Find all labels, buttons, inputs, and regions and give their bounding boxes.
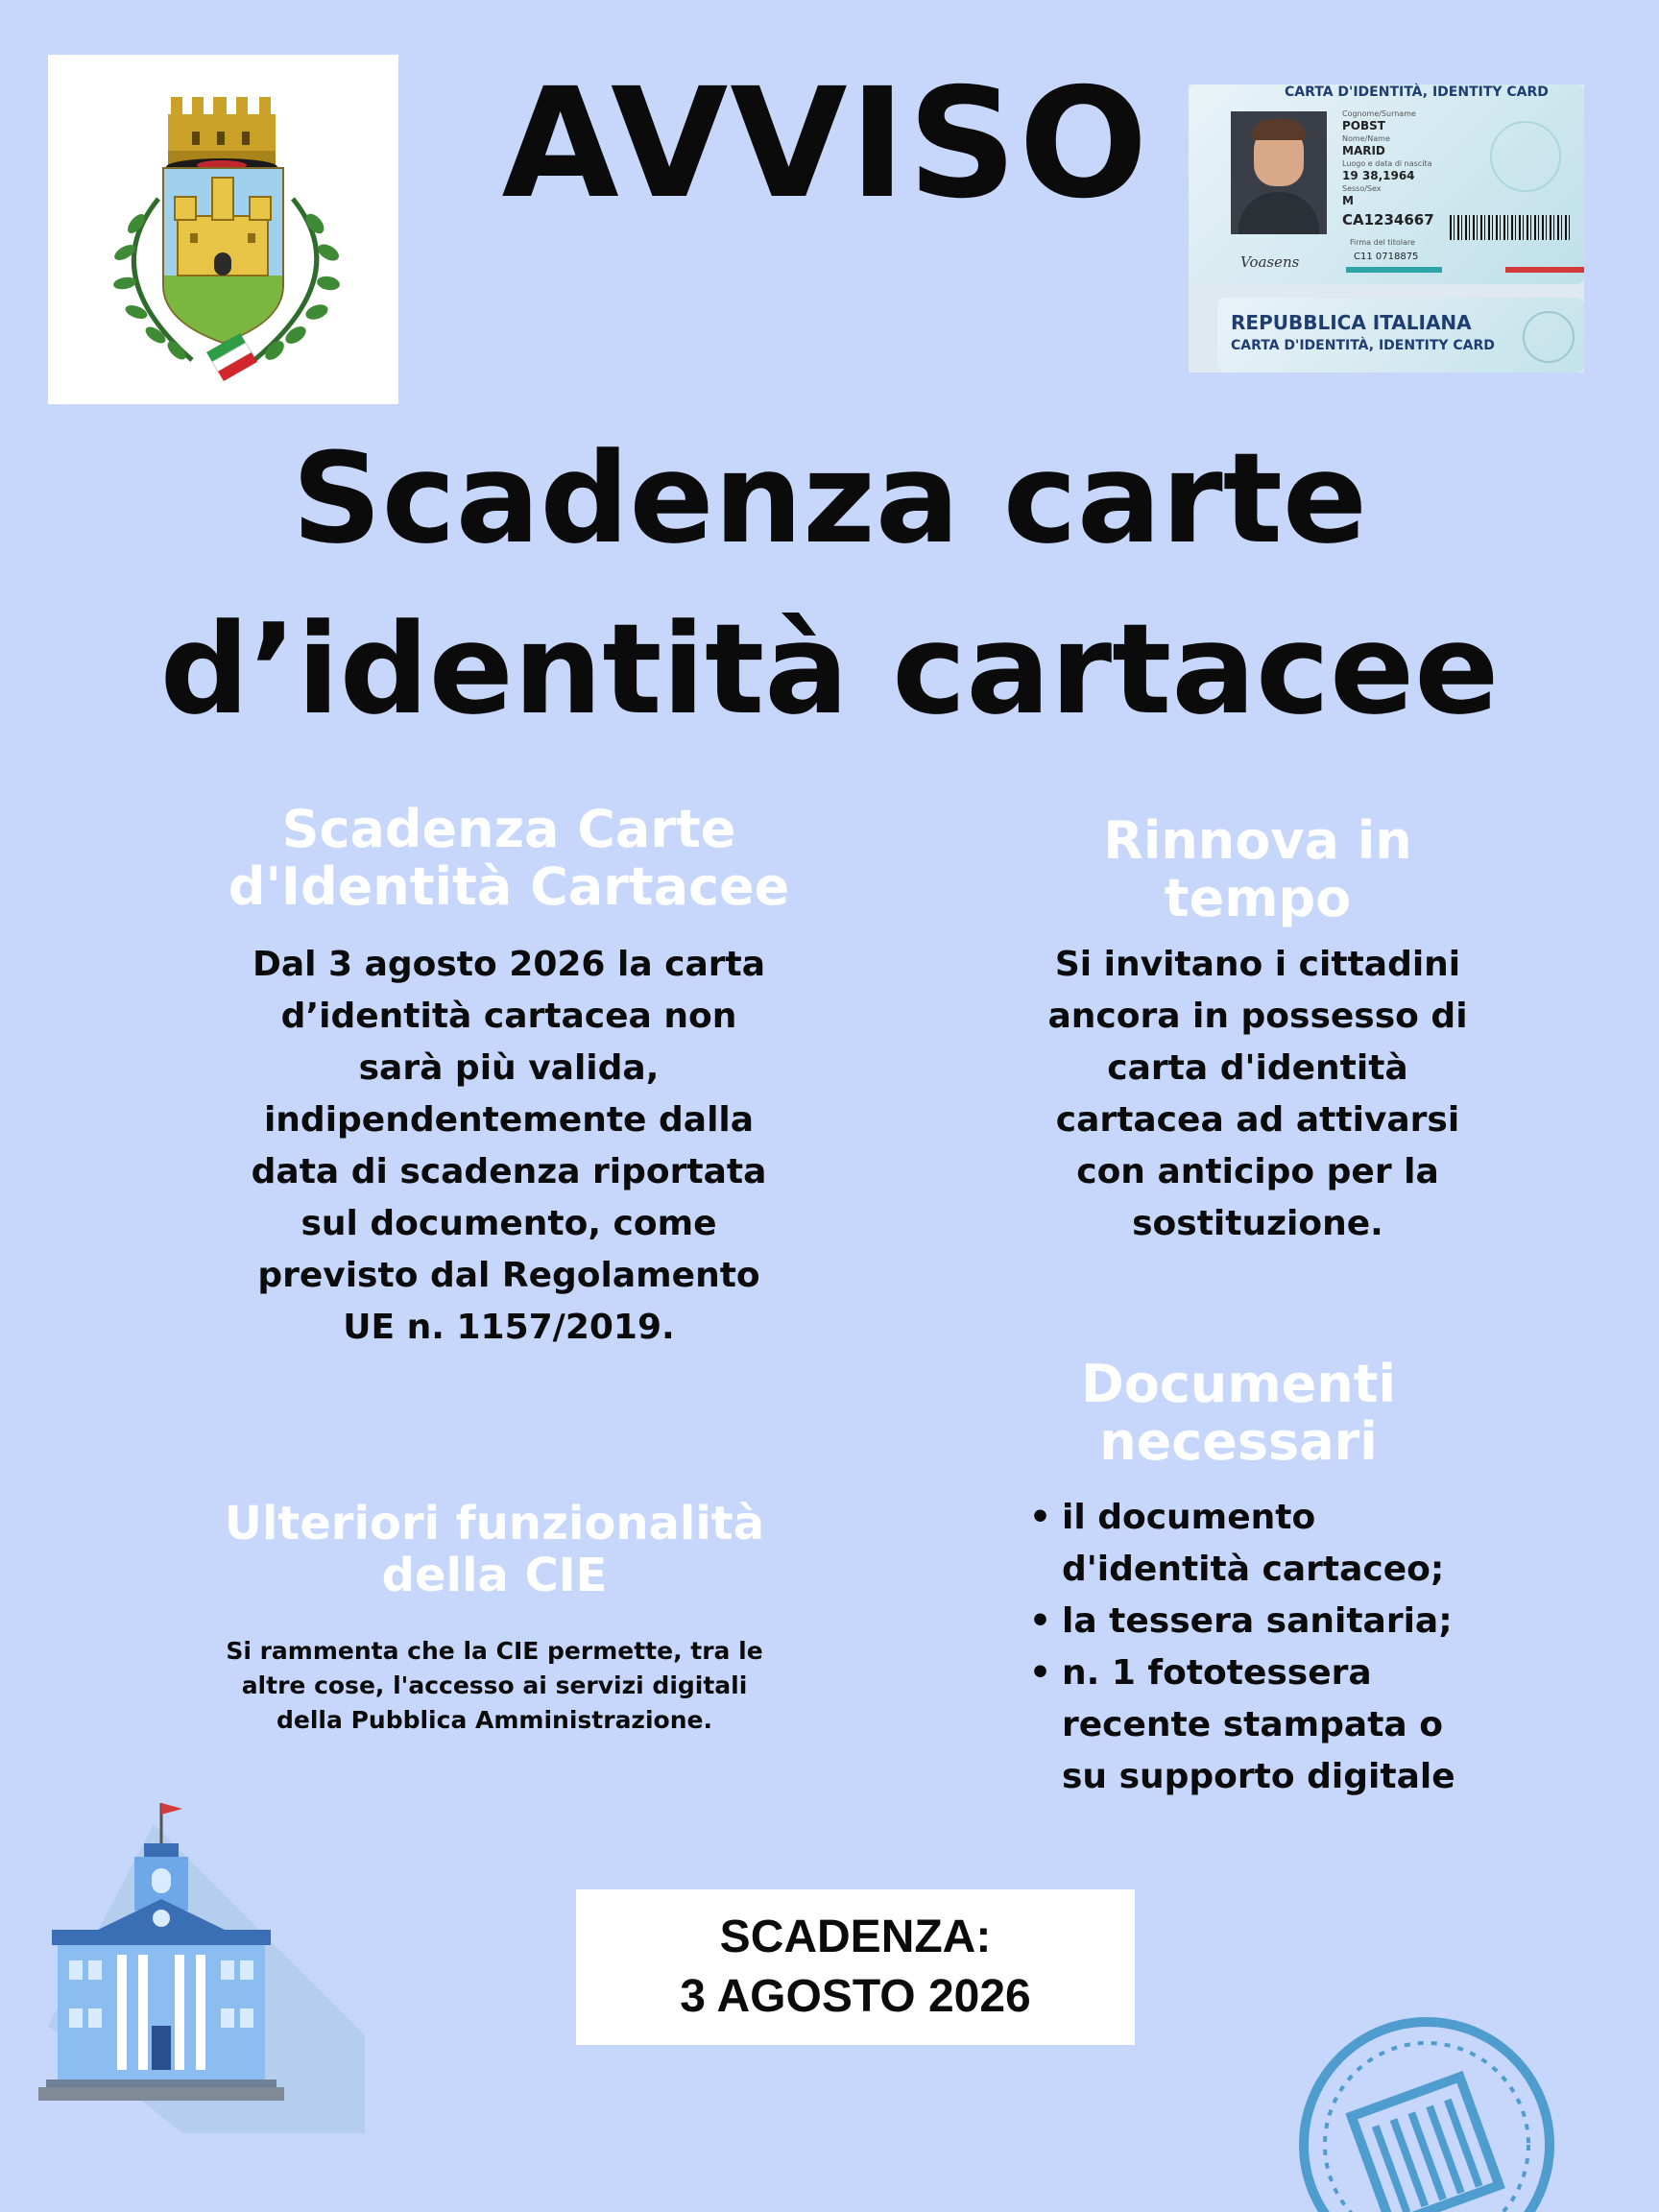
section-documenti-title [989, 1356, 1488, 1471]
section-documenti-title-line-2: necessari [1099, 1411, 1378, 1472]
id-card-signature: Voasens [1240, 253, 1300, 271]
emblem-icon [1523, 311, 1575, 363]
town-hall-icon [38, 1795, 374, 2141]
id-card-sex: M [1342, 194, 1354, 207]
section-rinnova-body [989, 939, 1527, 1250]
section-ulteriori-title [182, 1498, 806, 1601]
notice-heading: AVVISO [501, 56, 1150, 232]
body-line: previsto dal Regolamento [257, 1256, 760, 1295]
main-title [58, 413, 1601, 755]
body-line: d’identità cartacea non [280, 997, 737, 1036]
id-card-back [1217, 298, 1584, 373]
body-line: Si rammenta che la CIE permette, tra le [226, 1637, 763, 1665]
identity-card-image [1189, 84, 1584, 373]
section-ulteriori-title-line-2: della CIE [381, 1549, 608, 1602]
section-scadenza [182, 801, 835, 1354]
id-card-birth: 19 38,1964 [1342, 169, 1415, 182]
coat-of-arms-icon [48, 55, 398, 404]
body-line: ancora in possesso di [1047, 997, 1468, 1036]
id-card-stripe-red [1505, 267, 1584, 273]
id-card-code: C11 0718875 [1354, 252, 1419, 262]
section-rinnova-title-line-2: tempo [1164, 868, 1352, 928]
id-card-front [1189, 84, 1584, 284]
section-rinnova [989, 812, 1527, 1250]
deadline-date: 3 AGOSTO 2026 [680, 1971, 1031, 2022]
body-line: sostituzione. [1132, 1204, 1383, 1243]
id-card-name: MARID [1342, 144, 1385, 157]
list-item: • n. 1 fototessera recente stampata o su supporto digitale [1062, 1647, 1567, 1803]
list-item: • il documento d'identità cartaceo; [1062, 1492, 1567, 1596]
hologram-icon [1490, 121, 1561, 192]
body-line: data di scadenza riportata [251, 1152, 767, 1191]
municipal-coat-of-arms-logo [48, 55, 398, 404]
id-card-photo [1231, 111, 1327, 234]
id-card-signature-label: Firma del titolare [1350, 238, 1415, 247]
body-line: cartacea ad attivarsi [1055, 1100, 1460, 1140]
id-card-surname: POBST [1342, 119, 1385, 132]
body-line: UE n. 1157/2019. [343, 1308, 675, 1347]
body-line: altre cose, l'accesso ai servizi digitali [241, 1671, 748, 1699]
id-card-name-label: Nome/Name [1342, 134, 1390, 143]
body-line: sul documento, come [301, 1204, 717, 1243]
id-card-back-subtitle: CARTA D'IDENTITÀ, IDENTITY CARD [1231, 338, 1495, 353]
section-documenti-title-line-1: Documenti [1080, 1354, 1397, 1414]
id-card-number: CA1234667 [1342, 211, 1434, 228]
body-line: sarà più valida, [358, 1048, 660, 1088]
list-item: • la tessera sanitaria; [1062, 1596, 1567, 1647]
section-ulteriori [182, 1498, 806, 1738]
main-title-line-2: d’identità cartacee [159, 596, 1500, 742]
section-rinnova-title-line-1: Rinnova in [1103, 810, 1412, 871]
barcode-icon [1450, 215, 1571, 240]
body-line: Dal 3 agosto 2026 la carta [252, 945, 766, 984]
section-scadenza-body [182, 939, 835, 1354]
section-scadenza-title-line-1: Scadenza Carte [281, 799, 736, 859]
section-scadenza-title [182, 801, 835, 916]
documents-list [1029, 1492, 1567, 1803]
body-line: con anticipo per la [1076, 1152, 1439, 1191]
id-card-stripe [1346, 267, 1442, 273]
deadline-label: SCADENZA: [719, 1911, 992, 1962]
main-title-line-1: Scadenza carte [291, 425, 1368, 571]
section-ulteriori-title-line-1: Ulteriori funzionalità [224, 1497, 765, 1551]
section-scadenza-title-line-2: d'Identità Cartacee [228, 856, 790, 917]
id-card-back-title: REPUBBLICA ITALIANA [1231, 311, 1472, 334]
id-card-sex-label: Sesso/Sex [1342, 184, 1382, 193]
id-card-surname-label: Cognome/Surname [1342, 109, 1416, 118]
id-card-birth-label: Luogo e data di nascita [1342, 159, 1432, 168]
stamp-icon [1292, 2010, 1561, 2212]
section-ulteriori-body [182, 1634, 806, 1738]
section-rinnova-title [989, 812, 1527, 927]
body-line: della Pubblica Amministrazione. [276, 1706, 712, 1734]
body-line: indipendentemente dalla [263, 1100, 755, 1140]
body-line: Si invitano i cittadini [1054, 945, 1461, 984]
deadline-box [576, 1889, 1135, 2045]
id-card-header: CARTA D'IDENTITÀ, IDENTITY CARD [1285, 84, 1549, 100]
body-line: carta d'identità [1107, 1048, 1408, 1088]
